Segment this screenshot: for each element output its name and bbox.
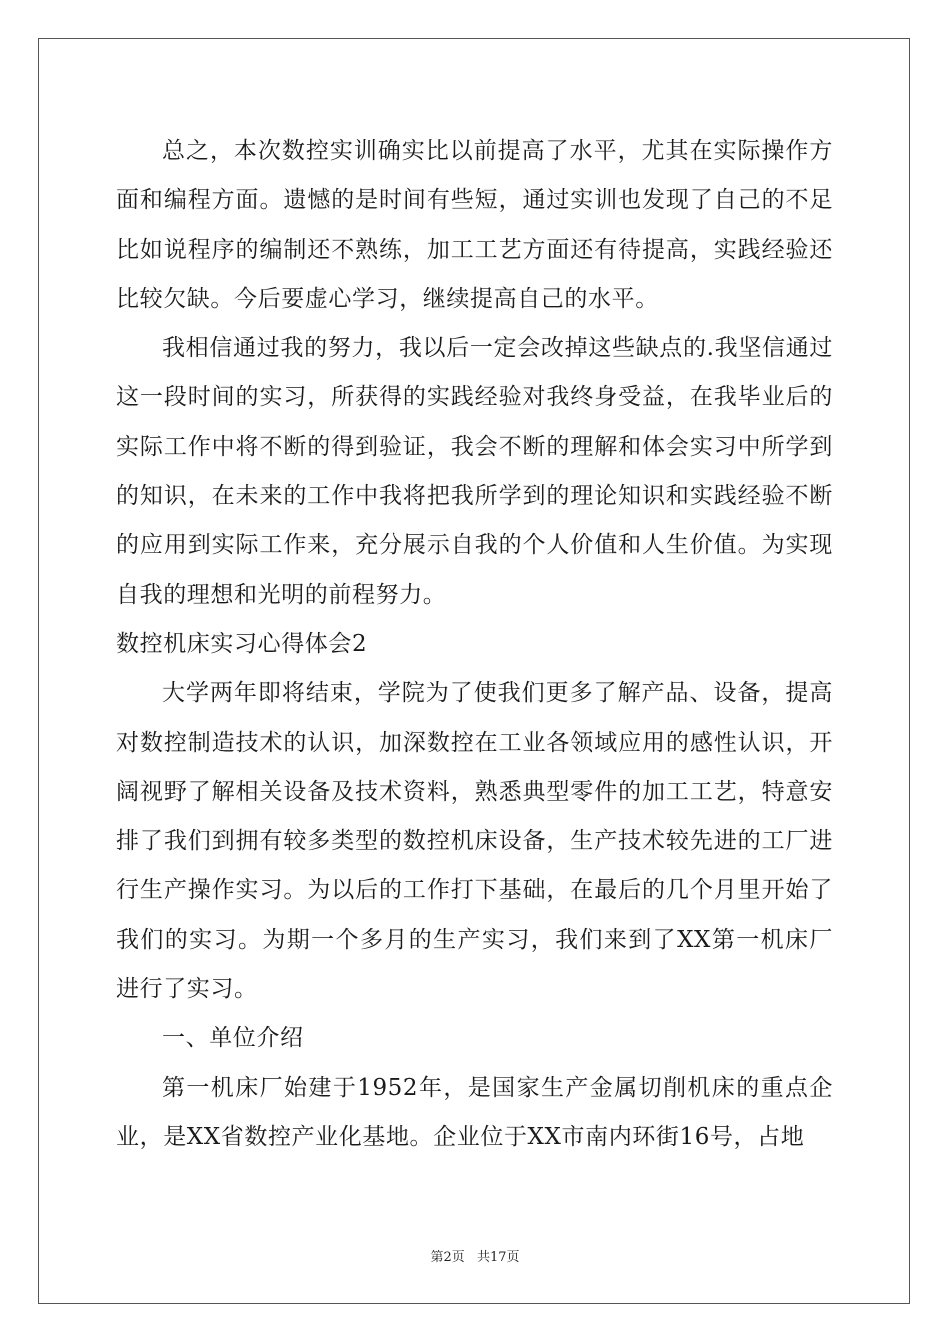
document-body [116, 127, 833, 1162]
paragraph-belief: 我相信通过我的努力，我以后一定会改掉这些缺点的.我坚信通过这一段时间的实习，所获得的实践经验对我终身受益，在我毕业后的实际工作中将不断的得到验证，我会不断的理解和体会实习中所学到的知识，在未来的工作中我将把我所学到的理论知识和实践经验不断的应用到实际工作来，充分展示自我的个人价值和人生价值。为实现自我的理想和光明的前程努力。 [116, 335, 833, 608]
paragraph-factory: 第一机床厂始建于1952年，是国家生产金属切削机床的重点企业，是XX省数控产业化基地。企业位于XX市南内环街16号，占地 [116, 1074, 833, 1150]
paragraph-summary: 总之，本次数控实训确实比以前提高了水平，尤其在实际操作方面和编程方面。遗憾的是时间有些短，通过实训也发现了自己的不足比如说程序的编制还不熟练，加工工艺方面还有待提高，实践经验还比较欠缺。今后要虚心学习，继续提高自己的水平。 [116, 138, 833, 312]
subheading-unit-intro: 一、单位介绍 [162, 1025, 304, 1052]
section-title: 数控机床实习心得体会2 [116, 630, 368, 657]
total-pages: 共17页 [476, 1250, 520, 1265]
paragraph-intro: 大学两年即将结束，学院为了使我们更多了解产品、设备，提高对数控制造技术的认识，加深数控在工业各领域应用的感性认识，开阔视野了解相关设备及技术资料，熟悉典型零件的加工工艺，特意安排了我们到拥有较多类型的数控机床设备，生产技术较先进的工厂进行生产操作实习。为以后的工作打下基础，在最后的几个月里开始了我们的实习。为期一个多月的生产实习，我们来到了XX第一机床厂进行了实习。 [116, 680, 833, 1003]
page-number: 第2页 [430, 1250, 465, 1265]
page-footer [0, 1246, 950, 1265]
